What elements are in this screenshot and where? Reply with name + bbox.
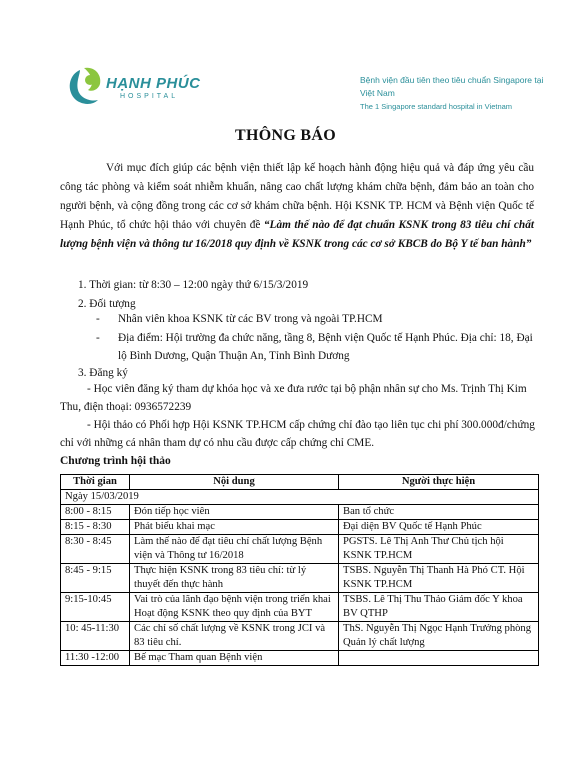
target-item-1: Nhân viên khoa KSNK từ các BV trong và ngoài TP.HCM bbox=[118, 313, 383, 325]
header-content: Nội dung bbox=[130, 475, 339, 490]
time-cell: 10: 45-11:30 bbox=[61, 622, 130, 651]
time-cell: 11:30 -12:00 bbox=[61, 651, 130, 666]
register-heading: 3. Đăng ký bbox=[78, 367, 128, 379]
person-cell: PGSTS. Lê Thị Anh Thư Chủ tịch hội KSNK TP.HCM bbox=[339, 535, 539, 564]
person-cell bbox=[339, 651, 539, 666]
time-cell: 9:15-10:45 bbox=[61, 593, 130, 622]
logo-sub: HOSPITAL bbox=[120, 93, 179, 100]
header-person: Người thực hiện bbox=[339, 475, 539, 490]
table-row bbox=[61, 564, 539, 593]
person-cell: Ban tổ chức bbox=[339, 505, 539, 520]
content-cell: Vai trò của lãnh đạo bệnh viện trong triển khai Hoạt động KSNK theo quy định của BYT bbox=[130, 593, 339, 622]
content-cell: Đón tiếp học viên bbox=[130, 505, 339, 520]
content-cell: Thực hiện KSNK trong 83 tiêu chí: từ lý thuyết đến thực hành bbox=[130, 564, 339, 593]
hospital-tagline bbox=[360, 74, 560, 113]
person-cell: Đại diện BV Quốc tế Hạnh Phúc bbox=[339, 520, 539, 535]
content-cell: Bế mạc Tham quan Bệnh viện bbox=[130, 651, 339, 666]
person-cell: ThS. Nguyễn Thị Ngọc Hạnh Trưởng phòng Quản lý chất lượng bbox=[339, 622, 539, 651]
program-title: Chương trình hội thảo bbox=[60, 455, 171, 467]
content-cell: Phát biểu khai mạc bbox=[130, 520, 339, 535]
time-item: 1. Thời gian: từ 8:30 – 12:00 ngày thứ 6/15/3/2019 bbox=[78, 279, 309, 291]
intro-text: Với mục đích giúp các bệnh viện thiết lập kế hoạch hành động hiệu quả và đáp ứng yêu cầu công tác phòng và kiểm soát nhiễm khuẩn, nâng cao chất lượng khám chữa bệnh, đảm bảo an toàn cho người bệnh, và cộng đồng trong các cơ sở khám chữa bệnh. Hội KSNK TP. HCM và Bệnh viện Quốc tế Hạnh Phúc, tổ chức hội thảo với chuyên đề bbox=[60, 162, 534, 231]
table-row bbox=[61, 622, 539, 651]
time-cell: 8:45 - 9:15 bbox=[61, 564, 130, 593]
time-cell: 8:15 - 8:30 bbox=[61, 520, 130, 535]
table-row bbox=[61, 505, 539, 520]
date-cell: Ngày 15/03/2019 bbox=[61, 490, 539, 505]
time-cell: 8:30 - 8:45 bbox=[61, 535, 130, 564]
table-row bbox=[61, 535, 539, 564]
content-cell: Các chỉ số chất lượng về KSNK trong JCI và 83 tiêu chí. bbox=[130, 622, 339, 651]
header-time: Thời gian bbox=[61, 475, 130, 490]
logo-name: HẠNH PHÚC bbox=[106, 75, 201, 92]
intro-paragraph bbox=[60, 159, 534, 254]
table-row-date bbox=[61, 490, 539, 505]
hospital-logo bbox=[62, 60, 262, 115]
program-table bbox=[60, 474, 539, 666]
tagline-en: The 1 Singapore standard hospital in Vietnam bbox=[360, 102, 513, 111]
table-row bbox=[61, 520, 539, 535]
person-cell: TSBS. Nguyễn Thị Thanh Hà Phó CT. Hội KSNK TP.HCM bbox=[339, 564, 539, 593]
target-item-2: Địa điểm: Hội trường đa chức năng, tầng 8, Bệnh viện Quốc tế Hạnh Phúc. Địa chỉ: 18, Đại lộ Bình Dương, Quận Thuận An, Tỉnh Bình Dương bbox=[118, 332, 533, 362]
bullet-dash: - bbox=[96, 313, 100, 325]
table-header-row bbox=[61, 475, 539, 490]
target-heading: 2. Đối tượng bbox=[78, 298, 136, 310]
register-item-1: - Học viên đăng ký tham dự khóa học và xe đưa rước tại bộ phận nhân sự cho Ms. Trịnh Thị Kim Thu, điện thoại: 0936572239 bbox=[60, 383, 527, 413]
table-row bbox=[61, 593, 539, 622]
table-row bbox=[61, 651, 539, 666]
tagline-vi: Bệnh viện đầu tiên theo tiêu chuẩn Singapore tại Việt Nam bbox=[360, 75, 544, 98]
page-title: THÔNG BÁO bbox=[235, 127, 336, 144]
time-cell: 8:00 - 8:15 bbox=[61, 505, 130, 520]
bullet-dash: - bbox=[96, 332, 100, 344]
content-cell: Làm thế nào để đạt tiêu chí chất lượng Bệnh viện và Thông tư 16/2018 bbox=[130, 535, 339, 564]
person-cell: TSBS. Lê Thị Thu Thảo Giám đốc Y khoa BV QTHP bbox=[339, 593, 539, 622]
register-item-2: - Hội thảo có Phối hợp Hội KSNK TP.HCM cấp chứng chỉ đào tạo liên tục chi phí 300.000đ/chứng chỉ với những cá nhân tham dự có nhu cầu được cấp chứng chỉ CME. bbox=[60, 419, 535, 449]
intro-topic: “Làm thế nào để đạt chuẩn KSNK trong 83 tiêu chí chất lượng bệnh viện và thông tư 16/2018 quy định về KSNK trong các cơ sở KBCB do Bộ Y tế ban hành” bbox=[60, 219, 534, 250]
